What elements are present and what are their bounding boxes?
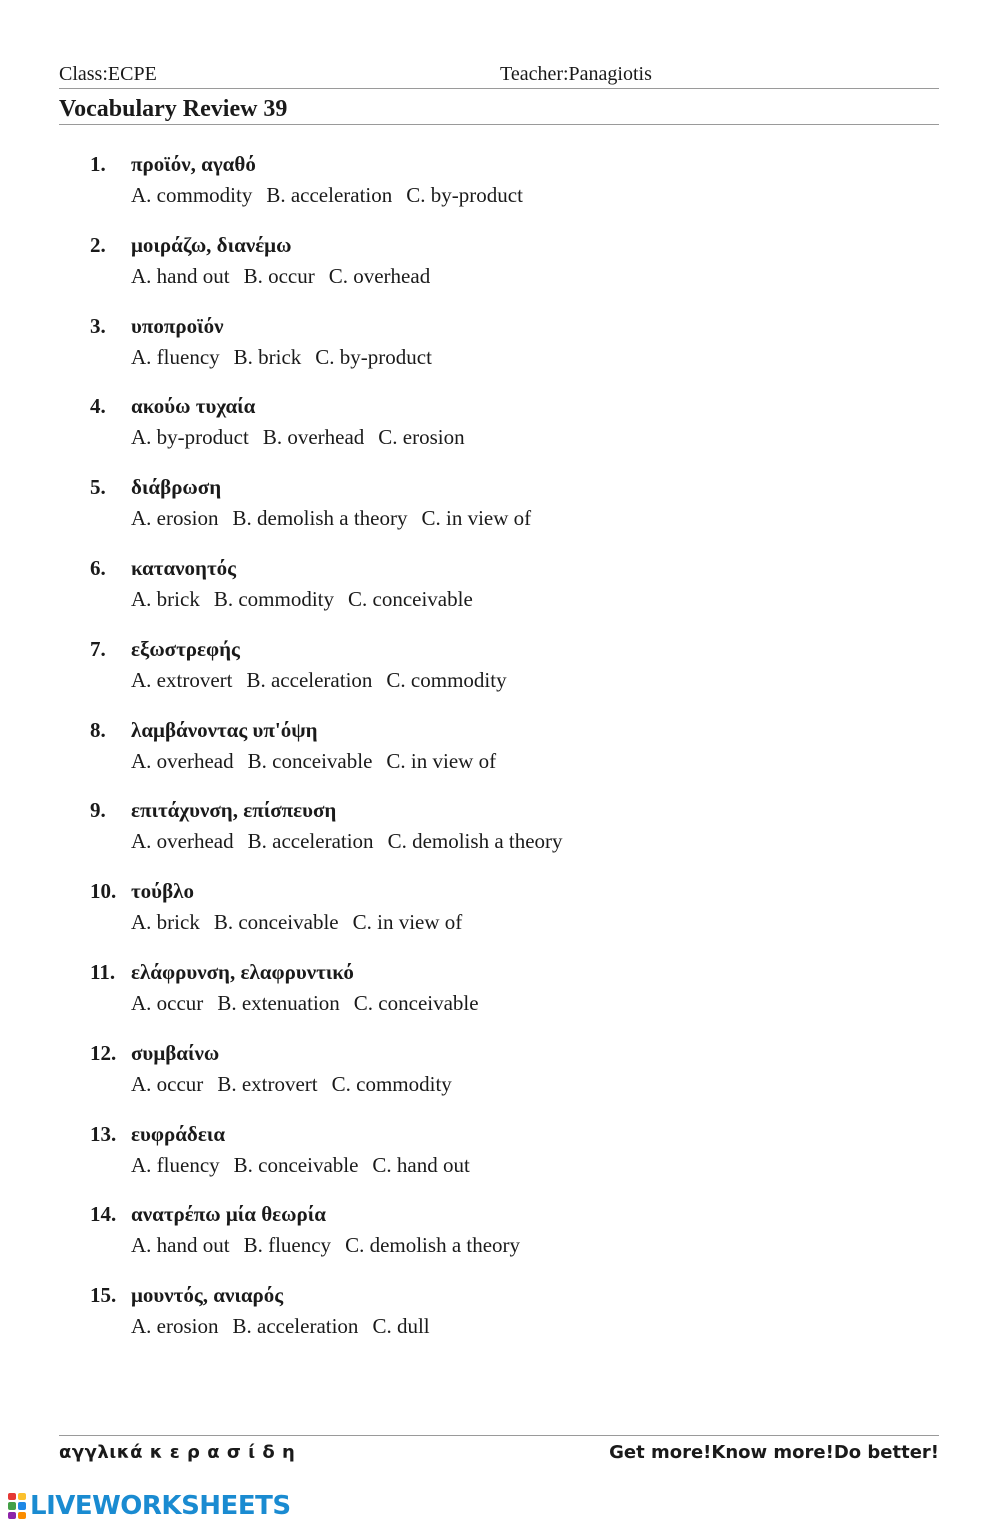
question-number: 2. <box>90 232 106 257</box>
question-item <box>0 875 1000 950</box>
answer-option[interactable]: A. erosion <box>131 506 219 531</box>
answer-option[interactable]: B. conceivable <box>247 748 373 773</box>
footer-slogan: Get more!Know more!Do better! <box>609 1442 939 1463</box>
answer-option[interactable]: A. fluency <box>131 1152 220 1177</box>
answer-options <box>131 668 521 692</box>
logo-tile <box>18 1512 26 1519</box>
answer-option[interactable]: C. in view of <box>421 506 532 531</box>
class-label: Class:ECPE <box>59 63 157 85</box>
answer-option[interactable]: C. dull <box>372 1314 430 1339</box>
question-term: ευφράδεια <box>131 1121 226 1146</box>
page-title: Vocabulary Review 39 <box>59 96 288 122</box>
question-number: 11. <box>90 960 116 984</box>
answer-options <box>131 1072 466 1096</box>
question-number: 5. <box>90 475 106 500</box>
question-term: μοιράζω, διανέμω <box>131 232 292 257</box>
question-number: 12. <box>90 1040 117 1065</box>
answer-options <box>131 910 476 934</box>
answer-option[interactable]: B. acceleration <box>246 667 373 692</box>
answer-option[interactable]: B. overhead <box>262 425 365 450</box>
question-term: λαμβάνοντας υπ'όψη <box>131 717 318 742</box>
answer-options <box>131 345 446 369</box>
question-number: 14. <box>90 1202 117 1227</box>
answer-option[interactable]: C. in view of <box>352 910 463 935</box>
question-item <box>0 1279 1000 1354</box>
answer-option[interactable]: A. occur <box>131 991 204 1015</box>
question-item <box>0 633 1000 708</box>
answer-option[interactable]: C. commodity <box>331 1071 452 1096</box>
answer-option[interactable]: A. hand out <box>131 1233 230 1258</box>
question-item <box>0 471 1000 546</box>
question-term: ακούω τυχαία <box>131 394 256 419</box>
question-item <box>0 1037 1000 1112</box>
answer-option[interactable]: B. acceleration <box>232 1314 359 1339</box>
answer-option[interactable]: C. commodity <box>386 667 507 692</box>
answer-option[interactable]: C. by-product <box>406 183 523 207</box>
question-term: μουντός, ανιαρός <box>131 1283 284 1308</box>
answer-option[interactable]: B. acceleration <box>247 829 374 854</box>
answer-option[interactable]: C. by-product <box>315 344 432 369</box>
answer-option[interactable]: A. extrovert <box>131 667 233 692</box>
answer-option[interactable]: B. fluency <box>243 1233 332 1258</box>
answer-options <box>131 1314 444 1338</box>
question-item <box>0 148 1000 223</box>
answer-options <box>131 183 537 207</box>
answer-option[interactable]: B. brick <box>233 344 302 369</box>
logo-tile <box>18 1493 26 1500</box>
answer-options <box>131 1153 484 1177</box>
answer-option[interactable]: A. by-product <box>131 425 249 450</box>
question-item <box>0 794 1000 869</box>
question-number: 9. <box>90 798 106 823</box>
question-term: προϊόν, αγαθό <box>131 152 256 176</box>
answer-option[interactable]: B. demolish a theory <box>232 506 408 531</box>
answer-option[interactable]: A. brick <box>131 910 200 935</box>
answer-option[interactable]: C. demolish a theory <box>345 1233 521 1258</box>
answer-option[interactable]: B. occur <box>243 263 315 288</box>
answer-option[interactable]: A. overhead <box>131 748 234 773</box>
question-item <box>0 1198 1000 1273</box>
question-number: 15. <box>90 1283 117 1308</box>
question-term: τούβλο <box>131 879 194 904</box>
question-number: 8. <box>90 717 106 742</box>
answer-option[interactable]: A. hand out <box>131 263 230 288</box>
brand-text: LIVEWORKSHEETS <box>30 1491 291 1521</box>
header-divider <box>59 88 939 89</box>
liveworksheets-brand <box>8 1490 291 1522</box>
question-item <box>0 310 1000 385</box>
answer-option[interactable]: B. conceivable <box>213 910 339 935</box>
answer-option[interactable]: A. brick <box>131 587 200 611</box>
logo-tile <box>8 1502 16 1509</box>
answer-options <box>131 991 493 1015</box>
answer-option[interactable]: C. demolish a theory <box>387 829 563 854</box>
footer-divider <box>59 1435 939 1436</box>
answer-options <box>131 425 479 449</box>
liveworksheets-logo-icon <box>8 1493 26 1519</box>
question-item <box>0 956 1000 1031</box>
answer-option[interactable]: A. commodity <box>131 183 253 207</box>
footer-left-text: αγγλικά κ ε ρ α σ ί δ η <box>59 1442 296 1463</box>
question-item <box>0 1118 1000 1193</box>
answer-options <box>131 587 487 611</box>
question-term: συμβαίνω <box>131 1040 220 1065</box>
logo-tile <box>8 1493 16 1500</box>
logo-tile <box>18 1502 26 1509</box>
title-divider <box>59 124 939 125</box>
question-item <box>0 390 1000 465</box>
answer-option[interactable]: C. in view of <box>386 748 497 773</box>
answer-option[interactable]: A. occur <box>131 1071 204 1096</box>
question-term: υποπροϊόν <box>131 313 224 338</box>
question-number: 7. <box>90 636 106 661</box>
question-number: 3. <box>90 313 106 338</box>
answer-option[interactable]: B. conceivable <box>233 1152 359 1177</box>
answer-option[interactable]: B. commodity <box>213 587 334 611</box>
question-term: ελάφρυνση, ελαφρυντικό <box>131 960 354 984</box>
answer-options <box>131 506 545 530</box>
answer-option[interactable]: A. overhead <box>131 829 234 854</box>
answer-option[interactable]: B. extenuation <box>217 991 340 1015</box>
answer-option[interactable]: B. acceleration <box>266 183 393 207</box>
answer-options <box>131 1233 534 1257</box>
teacher-label: Teacher:Panagiotis <box>500 63 652 85</box>
answer-option[interactable]: C. overhead <box>328 263 431 288</box>
question-term: ανατρέπω μία θεωρία <box>131 1202 326 1227</box>
question-term: διάβρωση <box>131 475 222 500</box>
answer-option[interactable]: A. erosion <box>131 1314 219 1339</box>
answer-option[interactable]: C. hand out <box>372 1152 470 1177</box>
question-term: κατανοητός <box>131 556 237 580</box>
question-number: 1. <box>90 152 106 176</box>
answer-option[interactable]: A. fluency <box>131 344 220 369</box>
question-term: επιτάχυνση, επίσπευση <box>131 798 337 823</box>
answer-option[interactable]: C. erosion <box>378 425 465 450</box>
question-item <box>0 552 1000 627</box>
answer-options <box>131 749 510 773</box>
question-term: εξωστρεφής <box>131 636 240 661</box>
answer-option[interactable]: C. conceivable <box>353 991 479 1015</box>
answer-options <box>131 829 577 853</box>
answer-option[interactable]: B. extrovert <box>217 1071 318 1096</box>
question-number: 4. <box>90 394 106 419</box>
answer-options <box>131 264 444 288</box>
question-number: 13. <box>90 1121 117 1146</box>
question-number: 10. <box>90 879 117 904</box>
logo-tile <box>8 1512 16 1519</box>
worksheet-header <box>59 62 939 86</box>
question-number: 6. <box>90 556 106 580</box>
answer-option[interactable]: C. conceivable <box>348 587 473 611</box>
question-item <box>0 229 1000 304</box>
question-item <box>0 714 1000 789</box>
